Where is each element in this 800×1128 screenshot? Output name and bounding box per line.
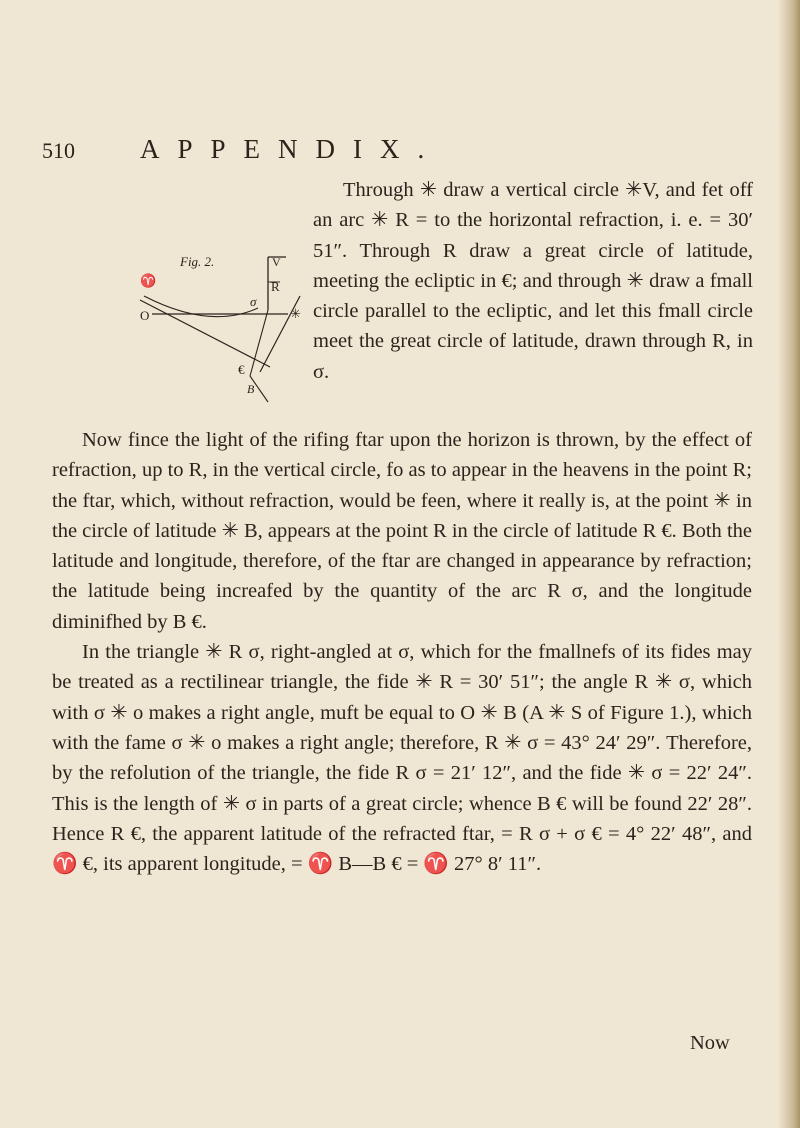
label-aries: ♈: [140, 273, 157, 288]
catchword: Now: [690, 1032, 730, 1054]
label-v: V: [272, 255, 281, 269]
figure-2-svg: [140, 252, 310, 417]
figure-caption: Fig. 2.: [180, 254, 215, 269]
label-o: O: [140, 308, 150, 323]
label-ecliptic-point: €: [238, 362, 245, 377]
label-b: B: [247, 382, 255, 396]
label-r: R: [271, 279, 280, 294]
page-edge-shadow: [778, 0, 800, 1128]
paragraph-2: Now fince the light of the rifing ftar upon the horizon is thrown, by the effect of refraction, up to R, in the vertical circle, fo as to appear in the heavens in the point R; the ftar, which, without refraction, would be feen, where it really is, at the point ✳ in the circle of latitude ✳ B, appears at the point R in the circle of latitude R €. Both the latitude and longitude, therefore, of the ftar are changed in appearance by refraction; the latitude being increafed by the quantity of the arc R σ, and the longitude diminifhed by B €.: [52, 429, 752, 633]
paragraph-1-block: [313, 175, 753, 387]
page-number: 510: [42, 138, 75, 163]
paragraph-3: In the triangle ✳ R σ, right-angled at σ, which for the fmallnefs of its fides may be treated as a rectilinear triangle, the fide ✳ R = 30′ 51″; the angle R ✳ σ, which with σ ✳ o makes a right angle, muft be equal to O ✳ B (A ✳ S of Figure 1.), which with the fame σ ✳ o makes a right angle; therefore, R ✳ σ = 43° 24′ 29″. Therefore, by the refolution of the triangle, the fide R σ = 21′ 12″, and the fide ✳ σ = 22′ 24″. This is the length of ✳ σ in parts of a great circle; whence B € will be found 22′ 28″. Hence R €, the apparent latitude of the refracted ftar, = R σ + σ € = 4° 22′ 48″, and ♈ €, its apparent longitude, = ♈ B—B € = ♈ 27° 8′ 11″.: [52, 641, 752, 876]
paragraph-1: Through ✳ draw a vertical circle ✳V, and fet off an arc ✳ R = to the horizontal refraction, i. e. = 30′ 51″. Through R draw a great circle of latitude, meeting the ecliptic in €; and through ✳ draw a fmall circle parallel to the ecliptic, and let this fmall circle meet the great circle of latitude, drawn through R, in σ.: [313, 179, 753, 383]
page-header: [42, 134, 740, 174]
r-to-ecliptic-line: [250, 310, 268, 376]
ecliptic-line: [140, 300, 270, 367]
label-sigma: σ: [250, 294, 257, 309]
main-text-block: [52, 425, 752, 879]
running-head: APPENDIX.: [140, 134, 443, 164]
figure-2-diagram: [140, 252, 310, 417]
label-star: ✳: [290, 306, 301, 321]
